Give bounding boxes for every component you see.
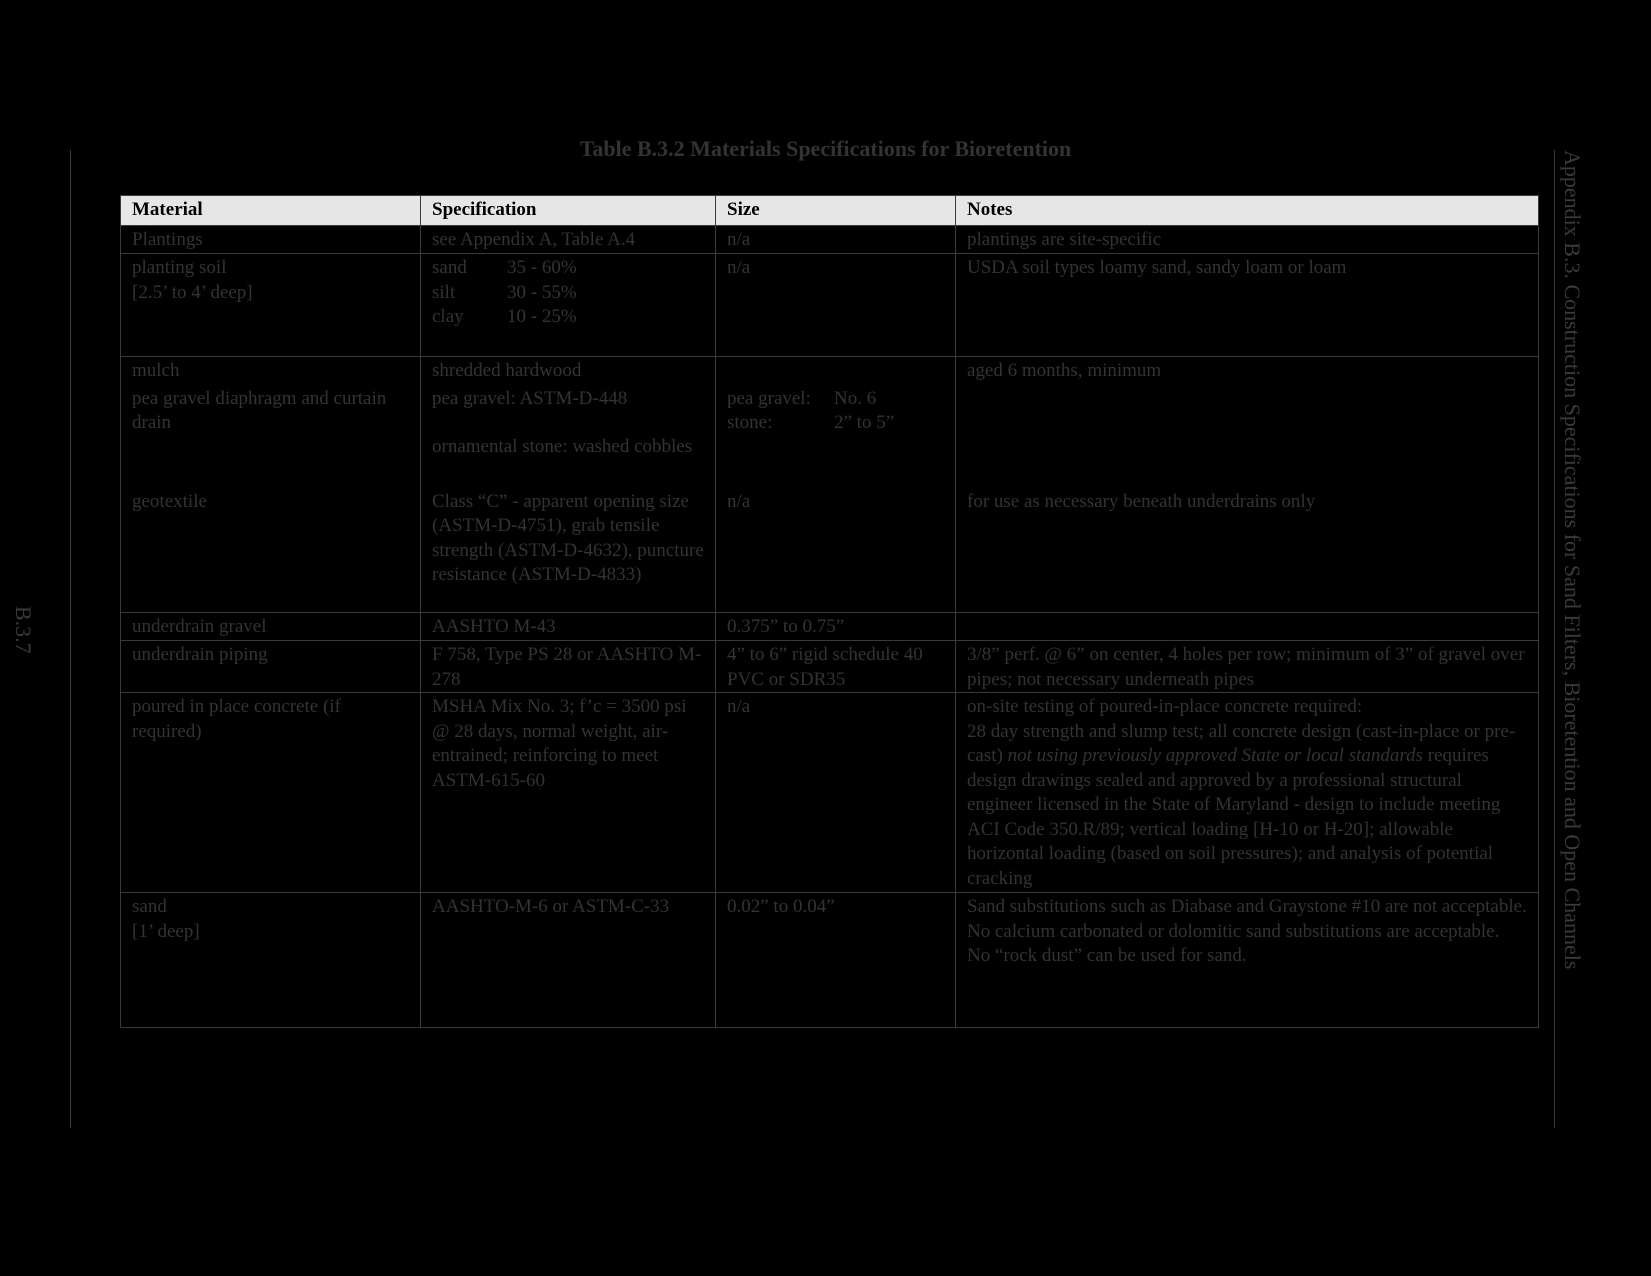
cell-notes [956, 693, 1539, 893]
cell-material [121, 893, 421, 1028]
right-margin-rule [1554, 150, 1555, 1128]
cell-material [121, 254, 421, 357]
cell-size [716, 357, 956, 385]
size-value: No. 6 [834, 387, 877, 409]
cell-size: n/a [716, 226, 956, 254]
table-header-row [121, 196, 1539, 226]
cell-notes [956, 385, 1539, 488]
cell-notes: 3/8” perf. @ 6” on center, 4 holes per row; minimum of 3” of gravel over pipes; not necessary underneath pipes [956, 641, 1539, 693]
material-line: planting soil [132, 257, 227, 278]
component-name: silt [432, 281, 456, 303]
size-entry [727, 387, 944, 412]
soil-component [432, 281, 704, 306]
material-depth: [2.5’ to 4’ deep] [132, 281, 253, 303]
cell-size: n/a [716, 693, 956, 893]
table-title: Table B.3.2 Materials Specifications for Bioretention [579, 136, 1072, 161]
table-row [121, 357, 1539, 385]
spec-line: pea gravel: ASTM-D-448 [432, 387, 628, 409]
table-row [121, 385, 1539, 488]
header-specification: Specification [421, 196, 716, 226]
table-row [121, 226, 1539, 254]
cell-specification: AASHTO-M-6 or ASTM-C-33 [421, 893, 716, 1028]
component-percent: 10 - 25% [507, 306, 577, 327]
cell-specification [421, 254, 716, 357]
component-percent: 35 - 60% [507, 257, 577, 278]
notes-emphasis: not using previously approved State or local standards [1007, 745, 1423, 766]
header-notes: Notes [956, 196, 1539, 226]
cell-material: geotextile [121, 488, 421, 613]
notes-line: on-site testing of poured-in-place concrete required: [967, 696, 1363, 717]
soil-component [432, 305, 704, 330]
header-size: Size [716, 196, 956, 226]
cell-specification [421, 385, 716, 488]
cell-material: underdrain piping [121, 641, 421, 693]
cell-material: Plantings [121, 226, 421, 254]
notes-text: 28 day strength and slump test; all concrete design (cast-in-place or pre-cast) [967, 720, 1516, 766]
material-depth: [1’ deep] [132, 920, 200, 942]
cell-material: underdrain gravel [121, 613, 421, 641]
cell-notes: for use as necessary beneath underdrains only [956, 488, 1539, 613]
cell-size: 0.02” to 0.04” [716, 893, 956, 1028]
cell-size: 0.375” to 0.75” [716, 613, 956, 641]
size-name: stone: [727, 412, 773, 433]
appendix-side-heading: Appendix B.3. Construction Specifications for Sand Filters, Bioretention and Open Channels [1560, 150, 1585, 970]
cell-notes: USDA soil types loamy sand, sandy loam or loam [956, 254, 1539, 357]
table-row [121, 488, 1539, 613]
cell-notes: aged 6 months, minimum [956, 357, 1539, 385]
cell-specification: MSHA Mix No. 3; f’c = 3500 psi @ 28 days, normal weight, air-entrained; reinforcing to meet ASTM-615-60 [421, 693, 716, 893]
cell-material: mulch [121, 357, 421, 385]
table-row [121, 693, 1539, 893]
table-row [121, 254, 1539, 357]
table-row [121, 641, 1539, 693]
table-row [121, 893, 1539, 1028]
material-line: sand [132, 896, 167, 917]
soil-component [432, 256, 704, 281]
cell-specification: AASHTO M-43 [421, 613, 716, 641]
component-percent: 30 - 55% [507, 281, 577, 303]
page-number: B.3.7 [11, 606, 36, 654]
size-name: pea gravel: [727, 387, 811, 409]
size-value: 2” to 5” [834, 412, 895, 433]
table-row [121, 613, 1539, 641]
cell-size: 4” to 6” rigid schedule 40 PVC or SDR35 [716, 641, 956, 693]
cell-notes: plantings are site-specific [956, 226, 1539, 254]
component-name: clay [432, 306, 464, 327]
cell-notes: Sand substitutions such as Diabase and Graystone #10 are not acceptable. No calcium carbonated or dolomitic sand substitutions are acceptable. No “rock dust” can be used for sand. [956, 893, 1539, 1028]
cell-size [716, 385, 956, 488]
cell-size: n/a [716, 488, 956, 613]
notes-text: requires design drawings sealed and approved by a professional structural engineer licensed in the State of Maryland - design to include meeting ACI Code 350.R/89; vertical loading [H-10 or H-20]; allowable horizontal loading (based on soil pressures); and analysis of potential cracking [967, 745, 1501, 889]
cell-material: pea gravel diaphragm and curtain drain [121, 385, 421, 488]
size-entry [727, 411, 944, 436]
left-margin-rule [70, 150, 71, 1128]
cell-specification: see Appendix A, Table A.4 [421, 226, 716, 254]
header-material: Material [121, 196, 421, 226]
spec-line: ornamental stone: washed cobbles [432, 436, 693, 457]
component-name: sand [432, 257, 467, 278]
cell-specification: Class “C” - apparent opening size (ASTM-D-4751), grab tensile strength (ASTM-D-4632), puncture resistance (ASTM-D-4833) [421, 488, 716, 613]
cell-specification: F 758, Type PS 28 or AASHTO M-278 [421, 641, 716, 693]
cell-specification: shredded hardwood [421, 357, 716, 385]
cell-notes [956, 613, 1539, 641]
materials-spec-table [120, 195, 1539, 1028]
cell-material: poured in place concrete (if required) [121, 693, 421, 893]
cell-size: n/a [716, 254, 956, 357]
